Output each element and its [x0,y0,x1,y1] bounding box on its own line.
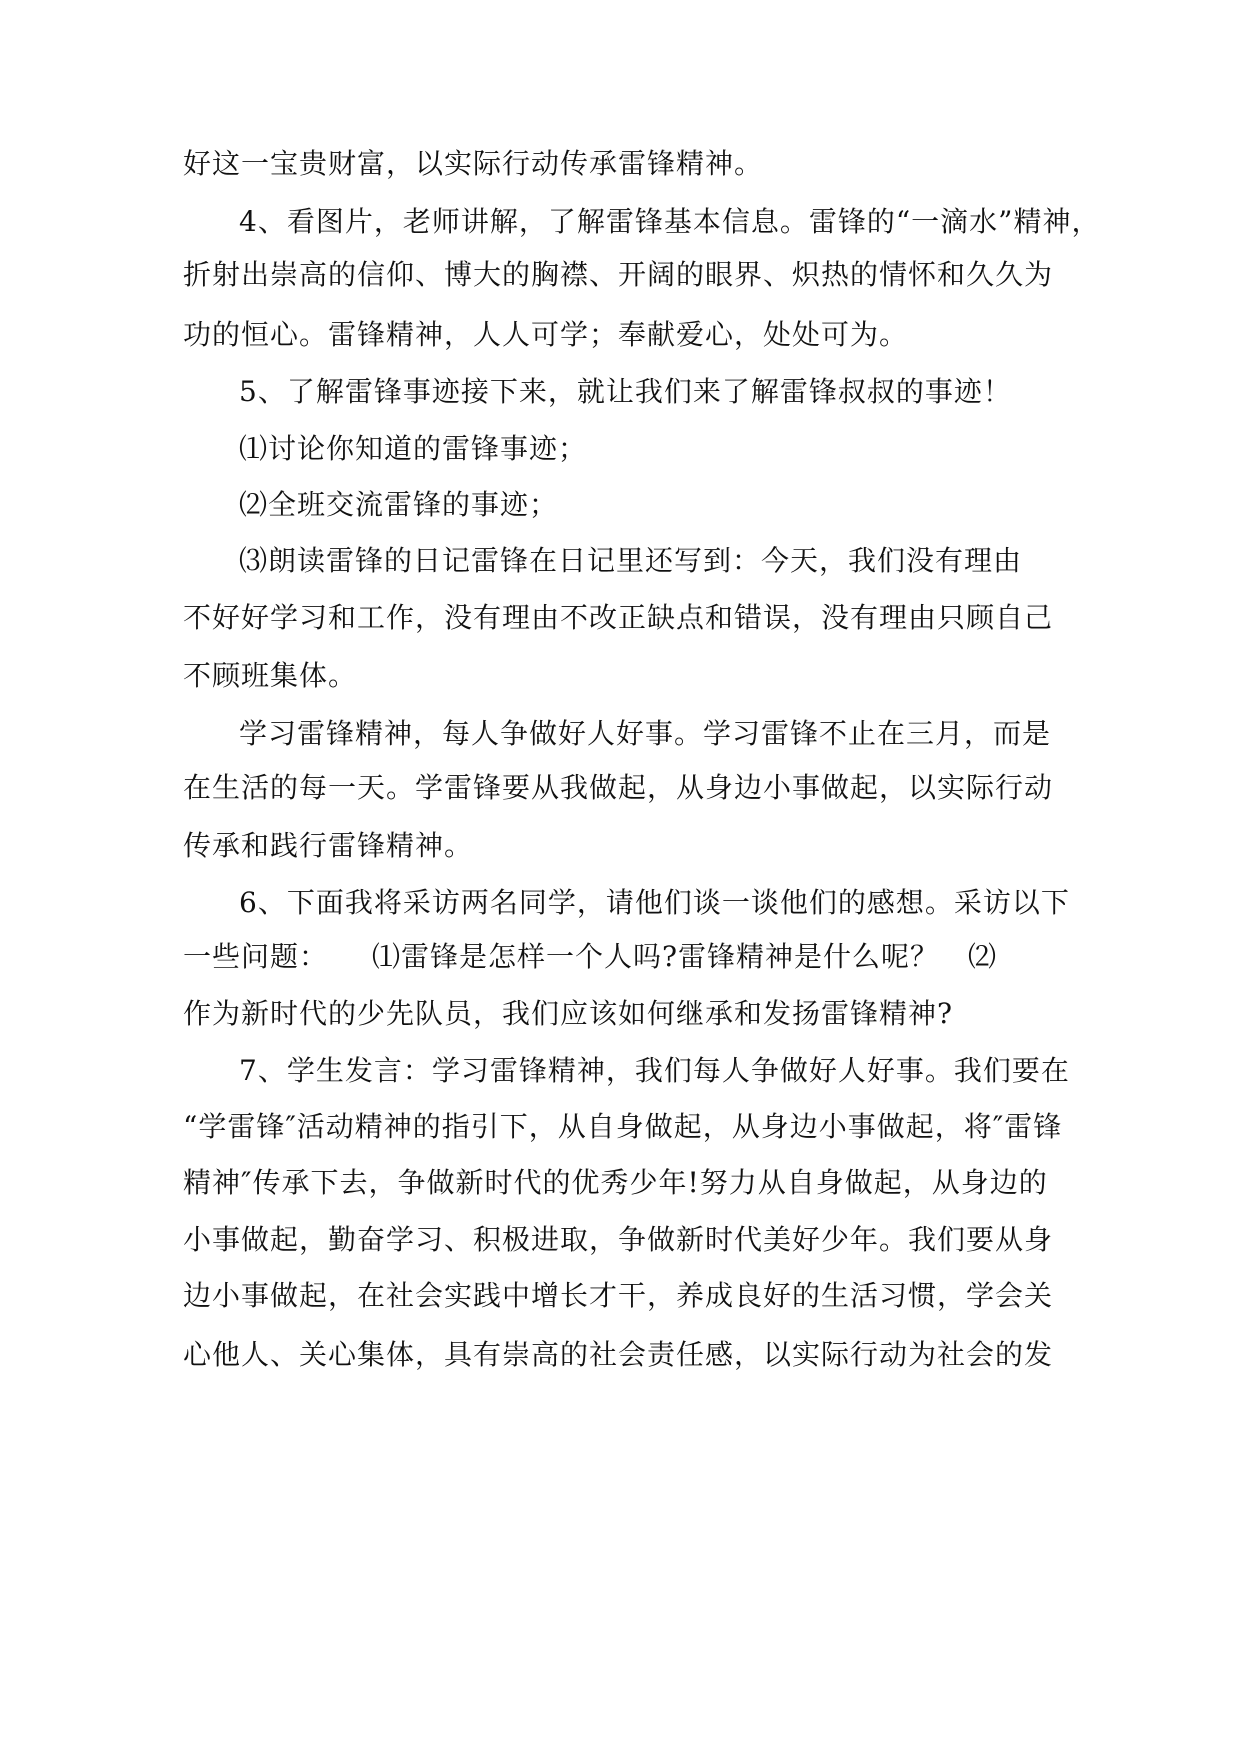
text-line-9: 不好好学习和工作，没有理由不改正缺点和错误，没有理由只顾自己 [183,601,1054,634]
text-line-13: 传承和践行雷锋精神。 [183,829,474,862]
text-line-15: 一些问题： ⑴雷锋是怎样一个人吗?雷锋精神是什么呢？ ⑵ [183,940,998,973]
text-line-22: 心他人、关心集体，具有崇高的社会责任感，以实际行动为社会的发 [183,1338,1054,1371]
text-line-6: ⑴讨论你知道的雷锋事迹； [239,432,588,465]
text-line-14: 6、下面我将采访两名同学，请他们谈一谈他们的感想。采访以下 [239,886,1070,919]
text-line-1: 好这一宝贵财富，以实际行动传承雷锋精神。 [183,147,764,180]
text-line-17: 7、学生发言：学习雷锋精神，我们每人争做好人好事。我们要在 [239,1054,1070,1087]
text-line-8: ⑶朗读雷锋的日记雷锋在日记里还写到：今天，我们没有理由 [239,544,1023,577]
text-line-4: 功的恒心。雷锋精神，人人可学；奉献爱心，处处可为。 [183,318,909,351]
text-line-18: “学雷锋″活动精神的指引下，从自身做起，从身边小事做起，将″雷锋 [183,1110,1063,1143]
text-line-5: 5、了解雷锋事迹接下来，就让我们来了解雷锋叔叔的事迹！ [239,375,1012,408]
text-line-12: 在生活的每一天。学雷锋要从我做起，从身边小事做起，以实际行动 [183,771,1054,804]
text-line-11: 学习雷锋精神，每人争做好人好事。学习雷锋不止在三月，而是 [239,717,1052,750]
text-line-20: 小事做起，勤奋学习、积极进取，争做新时代美好少年。我们要从身 [183,1223,1054,1256]
text-line-16: 作为新时代的少先队员，我们应该如何继承和发扬雷锋精神? [183,997,954,1030]
text-line-19: 精神″传承下去，争做新时代的优秀少年!努力从自身做起，从身边的 [183,1166,1048,1199]
text-line-7: ⑵全班交流雷锋的事迹； [239,488,559,521]
text-line-2: 4、看图片，老师讲解，了解雷锋基本信息。雷锋的“一滴水”精神， [239,205,1101,238]
text-line-21: 边小事做起，在社会实践中增长才干，养成良好的生活习惯，学会关 [183,1279,1054,1312]
text-line-3: 折射出崇高的信仰、博大的胸襟、开阔的眼界、炽热的情怀和久久为 [183,258,1054,291]
text-line-10: 不顾班集体。 [183,659,358,692]
